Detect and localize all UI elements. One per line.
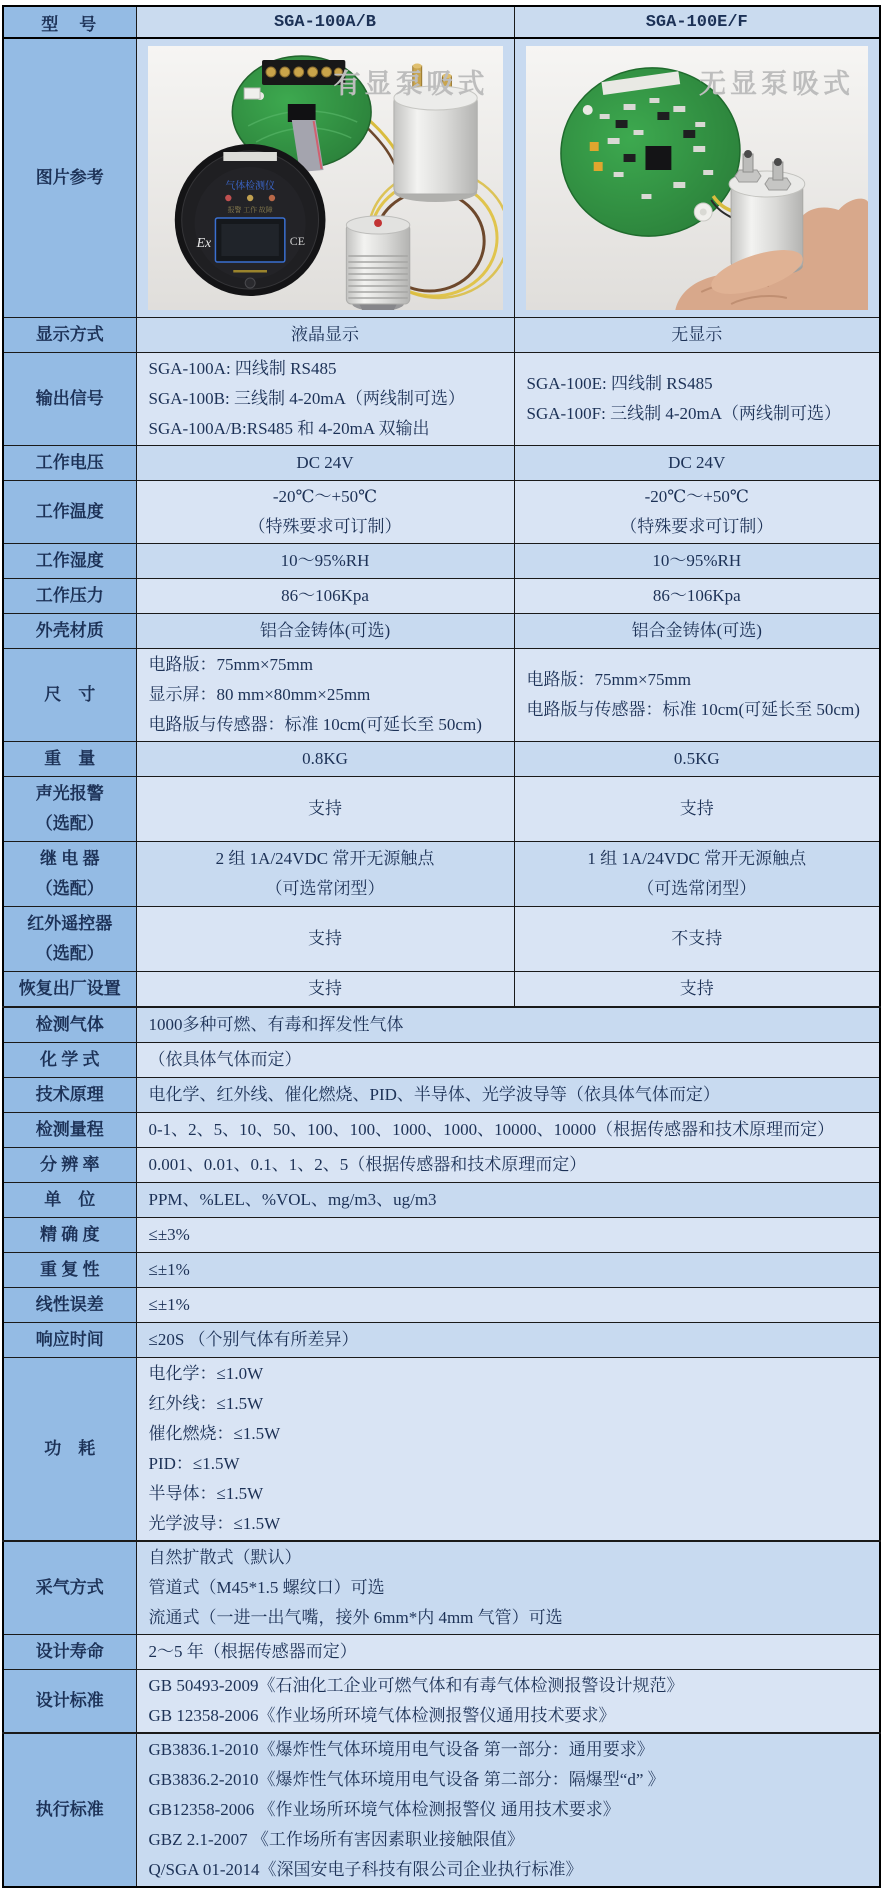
spec-row <box>3 1218 880 1253</box>
spec-value: 2～5 年（根据传感器而定） <box>136 1635 880 1670</box>
spec-label: 检测气体 <box>3 1007 136 1043</box>
spec-value: ≤20S （个别气体有所差异） <box>136 1323 880 1358</box>
product-photo-cell-ab <box>136 38 514 318</box>
spec-value: SGA-100A: 四线制 RS485 SGA-100B: 三线制 4-20mA（两线制可选） SGA-100A/B:RS485 和 4-20mA 双输出 <box>136 353 514 446</box>
spec-label: 工作温度 <box>3 481 136 544</box>
spec-value: -20℃～+50℃ （特殊要求可订制） <box>136 481 514 544</box>
spec-value: 1000多种可燃、有毒和挥发性气体 <box>136 1007 880 1043</box>
spec-label: 输出信号 <box>3 353 136 446</box>
spec-row <box>3 481 880 544</box>
spec-row <box>3 1733 880 1887</box>
spec-row <box>3 1113 880 1148</box>
spec-value: 0-1、2、5、10、50、100、100、1000、1000、10000、10000（根据传感器和技术原理而定） <box>136 1113 880 1148</box>
spec-row <box>3 579 880 614</box>
spec-value: 支持 <box>514 777 880 842</box>
spec-row <box>3 1635 880 1670</box>
spec-value: 支持 <box>136 972 514 1008</box>
spec-label: 设计寿命 <box>3 1635 136 1670</box>
spec-value: PPM、%LEL、%VOL、mg/m3、ug/m3 <box>136 1183 880 1218</box>
image-row-label: 图片参考 <box>3 38 136 318</box>
ex-marking-text: Ex <box>196 235 211 252</box>
spec-value: SGA-100E: 四线制 RS485 SGA-100F: 三线制 4-20mA（两线制可选） <box>514 353 880 446</box>
spec-label: 重 量 <box>3 742 136 777</box>
spec-label: 精 确 度 <box>3 1218 136 1253</box>
ce-marking-text: CE <box>289 233 305 249</box>
spec-value: （依具体气体而定） <box>136 1043 880 1078</box>
screen-title-text: 气体检测仪 <box>224 180 275 193</box>
led-labels-text: 报警 工作 故障 <box>227 205 273 215</box>
spec-row <box>3 1007 880 1043</box>
detector-illustration <box>174 144 325 296</box>
spec-row <box>3 1541 880 1635</box>
spec-value: 支持 <box>136 907 514 972</box>
spec-row <box>3 1670 880 1734</box>
spec-value: 电路版：75mm×75mm 显示屏：80 mm×80mm×25mm 电路版与传感器：标准 10cm(可延长至 50cm) <box>136 649 514 742</box>
spec-value: 支持 <box>136 777 514 842</box>
spec-value: 电化学、红外线、催化燃烧、PID、半导体、光学波导等（依具体气体而定） <box>136 1078 880 1113</box>
spec-row <box>3 907 880 972</box>
spec-label: 分 辨 率 <box>3 1148 136 1183</box>
spec-row <box>3 1253 880 1288</box>
model-name-ef: SGA-100E/F <box>514 6 880 38</box>
spec-value: -20℃～+50℃ （特殊要求可订制） <box>514 481 880 544</box>
spec-value: DC 24V <box>136 446 514 481</box>
spec-value: 电化学：≤1.0W 红外线：≤1.5W 催化燃烧：≤1.5W PID：≤1.5W 半导体：≤1.5W 光学波导：≤1.5W <box>136 1358 880 1542</box>
spec-label: 检测量程 <box>3 1113 136 1148</box>
ribbed-sensor-illustration <box>346 216 409 310</box>
spec-value: 无显示 <box>514 318 880 353</box>
spec-value: ≤±1% <box>136 1288 880 1323</box>
spec-value: 86～106Kpa <box>514 579 880 614</box>
spec-label: 继 电 器 （选配） <box>3 842 136 907</box>
spec-label: 响应时间 <box>3 1323 136 1358</box>
model-header-label: 型 号 <box>3 6 136 38</box>
spec-row <box>3 1288 880 1323</box>
spec-label: 线性误差 <box>3 1288 136 1323</box>
model-name-ab: SGA-100A/B <box>136 6 514 38</box>
spec-value: ≤±1% <box>136 1253 880 1288</box>
spec-label: 采气方式 <box>3 1541 136 1635</box>
watermark-text-ab: 有显泵吸式 <box>333 69 489 99</box>
spec-row <box>3 649 880 742</box>
product-photo-ab-illustration <box>148 46 503 310</box>
spec-label: 外壳材质 <box>3 614 136 649</box>
spec-label: 工作湿度 <box>3 544 136 579</box>
spec-value: 10～95%RH <box>136 544 514 579</box>
spec-value: ≤±3% <box>136 1218 880 1253</box>
spec-value: 支持 <box>514 972 880 1008</box>
spec-label: 设计标准 <box>3 1670 136 1734</box>
spec-row <box>3 318 880 353</box>
spec-value: 0.8KG <box>136 742 514 777</box>
spec-value: 86～106Kpa <box>136 579 514 614</box>
spec-value: 0.001、0.01、0.1、1、2、5（根据传感器和技术原理而定） <box>136 1148 880 1183</box>
spec-row <box>3 1358 880 1542</box>
spec-value: 10～95%RH <box>514 544 880 579</box>
image-row <box>3 38 880 318</box>
watermark-text-ef: 无显泵吸式 <box>699 69 854 99</box>
spec-label: 执行标准 <box>3 1733 136 1887</box>
spec-row <box>3 353 880 446</box>
spec-label: 红外遥控器 （选配） <box>3 907 136 972</box>
product-photo-ab <box>148 46 503 310</box>
spec-label: 化 学 式 <box>3 1043 136 1078</box>
spec-row <box>3 614 880 649</box>
spec-value: 电路版：75mm×75mm 电路版与传感器：标准 10cm(可延长至 50cm) <box>514 649 880 742</box>
spec-value: 铝合金铸体(可选) <box>136 614 514 649</box>
product-photo-cell-ef <box>514 38 880 318</box>
spec-value: 液晶显示 <box>136 318 514 353</box>
spec-label: 功 耗 <box>3 1358 136 1542</box>
spec-label: 恢复出厂设置 <box>3 972 136 1008</box>
spec-row <box>3 1148 880 1183</box>
product-photo-ef <box>526 46 869 310</box>
spec-value: GB3836.1-2010《爆炸性气体环境用电气设备 第一部分：通用要求》 GB3836.2-2010《爆炸性气体环境用电气设备 第二部分：隔爆型“d” 》 GB12358-2006 《作业场所环境气体检测报警仪 通用技术要求》 GBZ 2.1-2007 《工作场所有害因素职业接触限值》 Q/SGA 01-2014《深国安电子科技有限公司企业执行标准》 <box>136 1733 880 1887</box>
spec-row <box>3 1183 880 1218</box>
spec-label: 尺 寸 <box>3 649 136 742</box>
spec-value: 不支持 <box>514 907 880 972</box>
spec-row <box>3 1323 880 1358</box>
spec-value: DC 24V <box>514 446 880 481</box>
spec-value: 铝合金铸体(可选) <box>514 614 880 649</box>
spec-value: GB 50493-2009《石油化工企业可燃气体和有毒气体检测报警设计规范》 GB 12358-2006《作业场所环境气体检测报警仪通用技术要求》 <box>136 1670 880 1734</box>
spec-label: 重 复 性 <box>3 1253 136 1288</box>
spec-row <box>3 1078 880 1113</box>
spec-row <box>3 742 880 777</box>
spec-label: 技术原理 <box>3 1078 136 1113</box>
spec-row <box>3 446 880 481</box>
spec-label: 工作压力 <box>3 579 136 614</box>
spec-row <box>3 777 880 842</box>
spec-label: 声光报警 （选配） <box>3 777 136 842</box>
spec-value: 自然扩散式（默认） 管道式（M45*1.5 螺纹口）可选 流通式（一进一出气嘴，接外 6mm*内 4mm 气管）可选 <box>136 1541 880 1635</box>
spec-row <box>3 544 880 579</box>
spec-value: 1 组 1A/24VDC 常开无源触点 （可选常闭型） <box>514 842 880 907</box>
spec-row <box>3 1043 880 1078</box>
header-row <box>3 6 880 38</box>
spec-label: 工作电压 <box>3 446 136 481</box>
spec-table <box>2 5 881 1888</box>
spec-label: 显示方式 <box>3 318 136 353</box>
spec-value: 2 组 1A/24VDC 常开无源触点 （可选常闭型） <box>136 842 514 907</box>
spec-row <box>3 842 880 907</box>
spec-row <box>3 972 880 1008</box>
product-photo-ef-illustration <box>526 46 869 310</box>
spec-value: 0.5KG <box>514 742 880 777</box>
spec-label: 单 位 <box>3 1183 136 1218</box>
